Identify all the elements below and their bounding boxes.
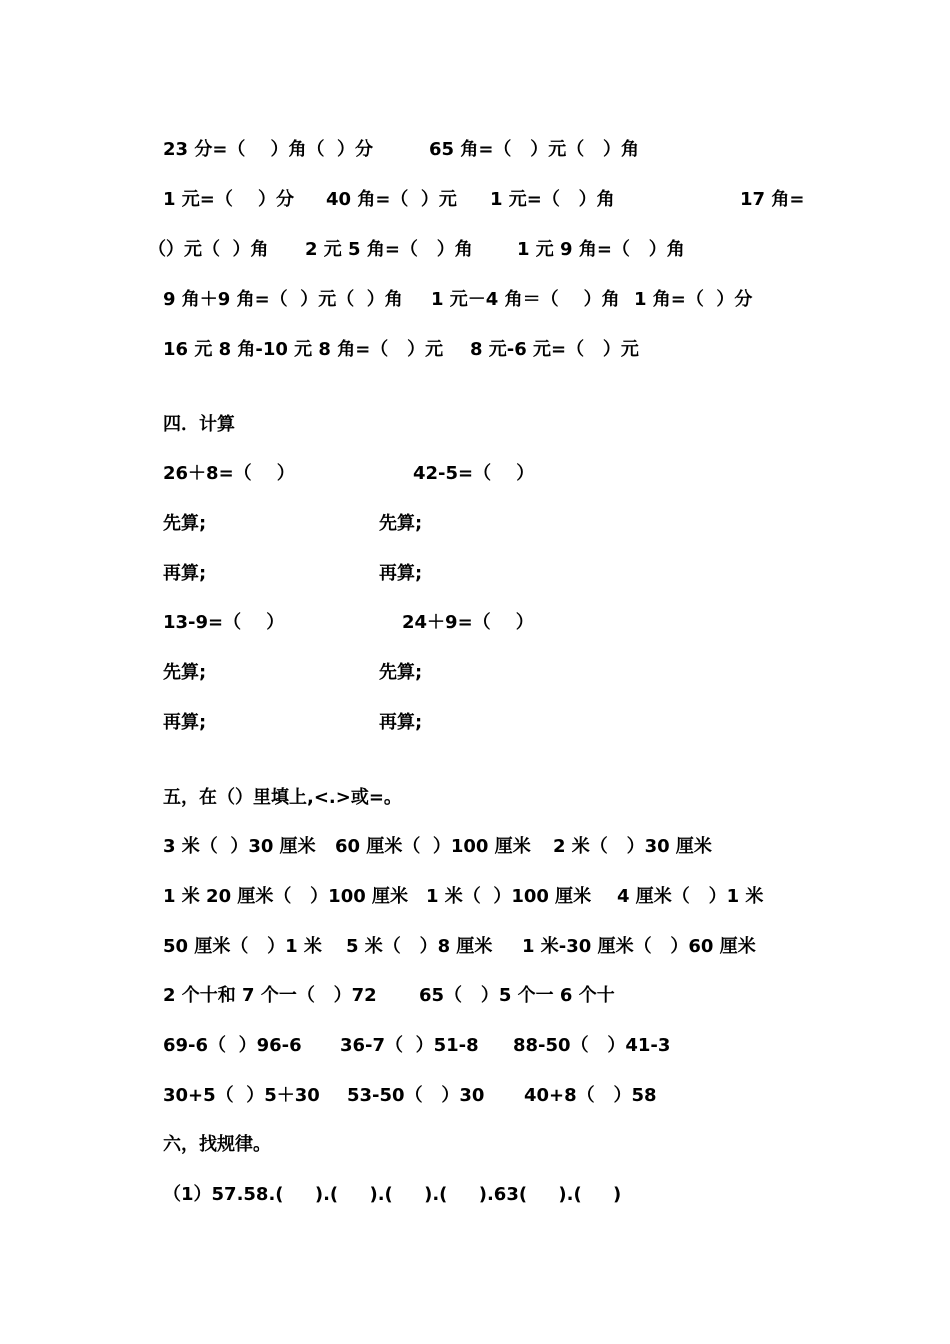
s5-row3-c: 1 米-30 厘米（ ）60 厘米	[522, 936, 756, 957]
s5-row5-a: 69-6（ ）96-6	[163, 1035, 302, 1056]
s3-row3-b: 2 元 5 角=（ ）角	[305, 239, 473, 260]
s3-row1-a: 23 分=（ ）角（ ）分	[163, 139, 373, 160]
s4-q3: 13-9=（ ）	[163, 612, 285, 633]
s4-q3-then: 再算;	[163, 712, 207, 733]
s3-row2-c: 1 元=（ ）角	[490, 189, 615, 210]
s5-row3-b: 5 米（ ）8 厘米	[346, 936, 493, 957]
s3-row2-d: 17 角=	[740, 189, 805, 210]
s5-title: 五，在（）里填上,<.>或=。	[163, 787, 402, 808]
s4-q4-then: 再算;	[379, 712, 423, 733]
s5-row6-a: 30+5（ ）5＋30	[163, 1085, 320, 1106]
s3-row2-a: 1 元=（ ）分	[163, 189, 294, 210]
s4-q2-first: 先算;	[379, 513, 423, 534]
s5-row6-c: 40+8（ ）58	[524, 1085, 657, 1106]
s4-q1-first: 先算;	[163, 513, 207, 534]
s5-row5-b: 36-7（ ）51-8	[340, 1035, 479, 1056]
s4-q3-first: 先算;	[163, 662, 207, 683]
s5-row2-b: 1 米（ ）100 厘米	[426, 886, 592, 907]
s5-row4-b: 65（ ）5 个一 6 个十	[419, 985, 615, 1006]
s3-row4-c: 1 角=（ ）分	[634, 289, 753, 310]
s5-row5-c: 88-50（ ）41-3	[513, 1035, 671, 1056]
s5-row1-a: 3 米（ ）30 厘米	[163, 836, 316, 857]
s5-row1-b: 60 厘米（ ）100 厘米	[335, 836, 531, 857]
s5-row3-a: 50 厘米（ ）1 米	[163, 936, 322, 957]
s3-row2-b: 40 角=（ ）元	[326, 189, 457, 210]
s5-row6-b: 53-50（ ）30	[347, 1085, 485, 1106]
s5-row2-a: 1 米 20 厘米（ ）100 厘米	[163, 886, 409, 907]
s3-row3-c: 1 元 9 角=（ ）角	[517, 239, 685, 260]
s3-row1-b: 65 角=（ ）元（ ）角	[429, 139, 639, 160]
s4-q1: 26＋8=（ ）	[163, 463, 295, 484]
s4-q2: 42-5=（ ）	[413, 463, 535, 484]
s3-row5-b: 8 元-6 元=（ ）元	[470, 339, 639, 360]
s3-row4-a: 9 角＋9 角=（ ）元（ ）角	[163, 289, 403, 310]
s4-title: 四．计算	[163, 414, 235, 435]
s4-q4: 24＋9=（ ）	[402, 612, 534, 633]
s5-row4-a: 2 个十和 7 个一（ ）72	[163, 985, 377, 1006]
s3-row4-b: 1 元－4 角＝（ ）角	[431, 289, 620, 310]
s6-q1: （1）57.58.( ).( ).( ).( ).63( ).( )	[163, 1184, 622, 1205]
s5-row1-c: 2 米（ ）30 厘米	[553, 836, 712, 857]
s4-q2-then: 再算;	[379, 563, 423, 584]
s5-row2-c: 4 厘米（ ）1 米	[617, 886, 764, 907]
s4-q1-then: 再算;	[163, 563, 207, 584]
s6-title: 六，找规律。	[163, 1134, 271, 1155]
s3-row3-a: （）元（ ）角	[148, 239, 269, 260]
s4-q4-first: 先算;	[379, 662, 423, 683]
s3-row5-a: 16 元 8 角-10 元 8 角=（ ）元	[163, 339, 444, 360]
